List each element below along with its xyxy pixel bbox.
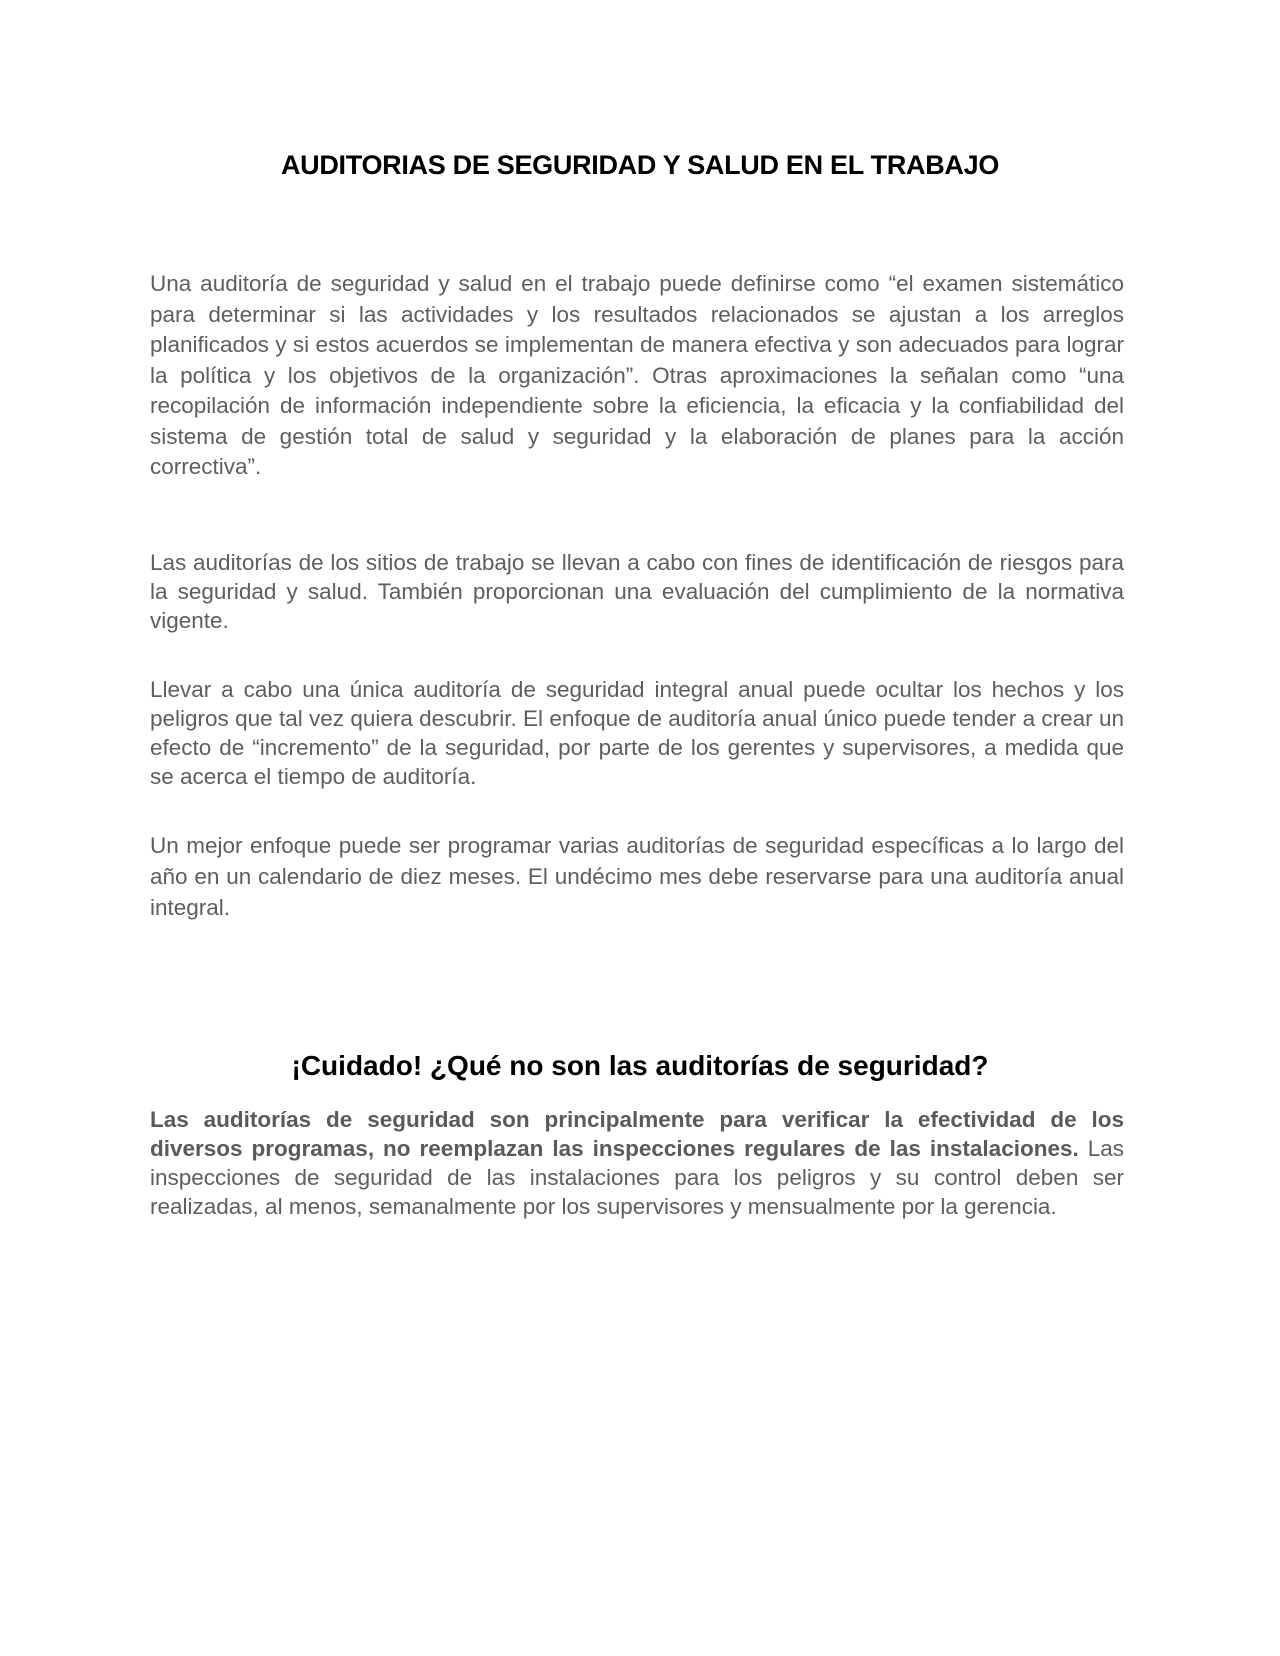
document-title: AUDITORIAS DE SEGURIDAD Y SALUD EN EL TRABAJO <box>280 150 1000 180</box>
section-heading: ¡Cuidado! ¿Qué no son las auditorías de seguridad? <box>291 1050 989 1081</box>
paragraph-definition: Una auditoría de seguridad y salud en el trabajo puede definirse como “el examen sistemático para determinar si las actividades y los resultados relacionados se ajustan a los arreglos planificados y si estos acuerdos se implementan de manera efectiva y son adecuados para lograr la política y los objetivos de la organización”. Otras aproximaciones la señalan como “una recopilación de información independiente sobre la eficiencia, la eficacia y la confiabilidad del sistema de gestión total de salud y seguridad y la elaboración de planes para la acción correctiva”. <box>150 271 1124 479</box>
paragraph-annual-audit: Llevar a cabo una única auditoría de seguridad integral anual puede ocultar los hechos y los peligros que tal vez quiera descubrir. El enfoque de auditoría anual único puede tender a crear un efecto de “incremento” de la seguridad, por parte de los gerentes y supervisores, a medida que se acerca el tiempo de auditoría. <box>150 677 1124 789</box>
paragraph-better-approach: Un mejor enfoque puede ser programar varias auditorías de seguridad específicas a lo largo del año en un calendario de diez meses. El undécimo mes debe reservarse para una auditoría anual integral. <box>150 833 1124 920</box>
warning-regular-text: Las inspecciones de seguridad de las instalaciones para los peligros y su control deben ser realizadas, al menos, semanalmente por los supervisores y mensualmente por la gerencia. <box>150 1136 1124 1219</box>
warning-bold-text: Las auditorías de seguridad son principalmente para verificar la efectividad de los diversos programas, no reemplazan las inspecciones regulares de las instalaciones. <box>150 1107 1124 1161</box>
paragraph-warning <box>150 1105 1124 1221</box>
paragraph-workplace-audits: Las auditorías de los sitios de trabajo se llevan a cabo con fines de identificación de riesgos para la seguridad y salud. También proporcionan una evaluación del cumplimiento de la normativa vigente. <box>150 550 1124 633</box>
